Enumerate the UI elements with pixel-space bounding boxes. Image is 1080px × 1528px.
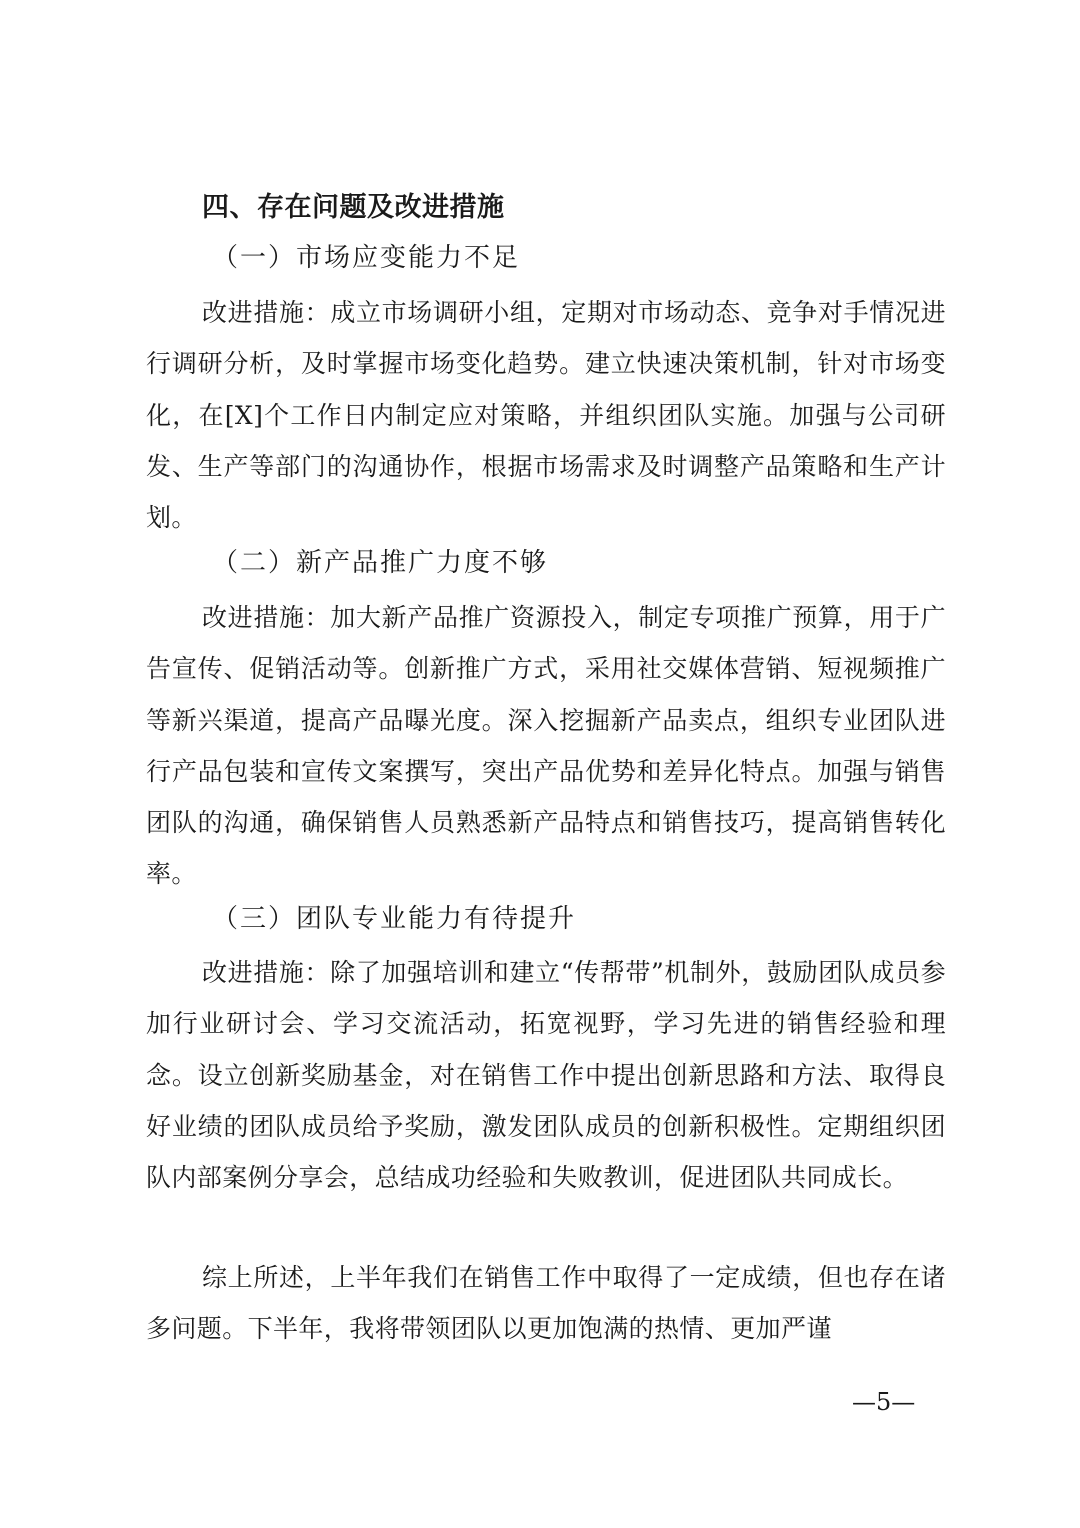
conclusion-paragraph: 综上所述，上半年我们在销售工作中取得了一定成绩，但也存在诸多问题。下半年，我将带领团队以更加饱满的热情、更加严谨 — [146, 1263, 946, 1344]
subsection-title-1: （一）市场应变能力不足 — [212, 243, 521, 273]
subsection-body-3: 改进措施：除了加强培训和建立“传帮带”机制外，鼓励团队成员参加行业研讨会、学习交流活动，拓宽视野，学习先进的销售经验和理念。设立创新奖励基金，对在销售工作中提出创新思路和方法、取得良好业绩的团队成员给予奖励，激发团队成员的创新积极性。定期组织团队内部案例分享会，总结成功经验和失败教训，促进团队共同成长。 — [146, 958, 946, 1193]
page-number: —5— — [852, 1388, 916, 1416]
subsection-title-2: （二）新产品推广力度不够 — [212, 548, 549, 578]
section-heading: 四、存在问题及改进措施 — [202, 192, 505, 223]
subsection-body-1: 改进措施：成立市场调研小组，定期对市场动态、竞争对手情况进行调研分析，及时掌握市场变化趋势。建立快速决策机制，针对市场变化，在[X]个工作日内制定应对策略，并组织团队实施。加强与公司研发、生产等部门的沟通协作，根据市场需求及时调整产品策略和生产计划。 — [146, 298, 946, 533]
subsection-body-2: 改进措施：加大新产品推广资源投入，制定专项推广预算，用于广告宣传、促销活动等。创新推广方式，采用社交媒体营销、短视频推广等新兴渠道，提高产品曝光度。深入挖掘新产品卖点，组织专业团队进行产品包装和宣传文案撰写，突出产品优势和差异化特点。加强与销售团队的沟通，确保销售人员熟悉新产品特点和销售技巧，提高销售转化率。 — [146, 603, 946, 889]
subsection-title-3: （三）团队专业能力有待提升 — [212, 904, 577, 934]
